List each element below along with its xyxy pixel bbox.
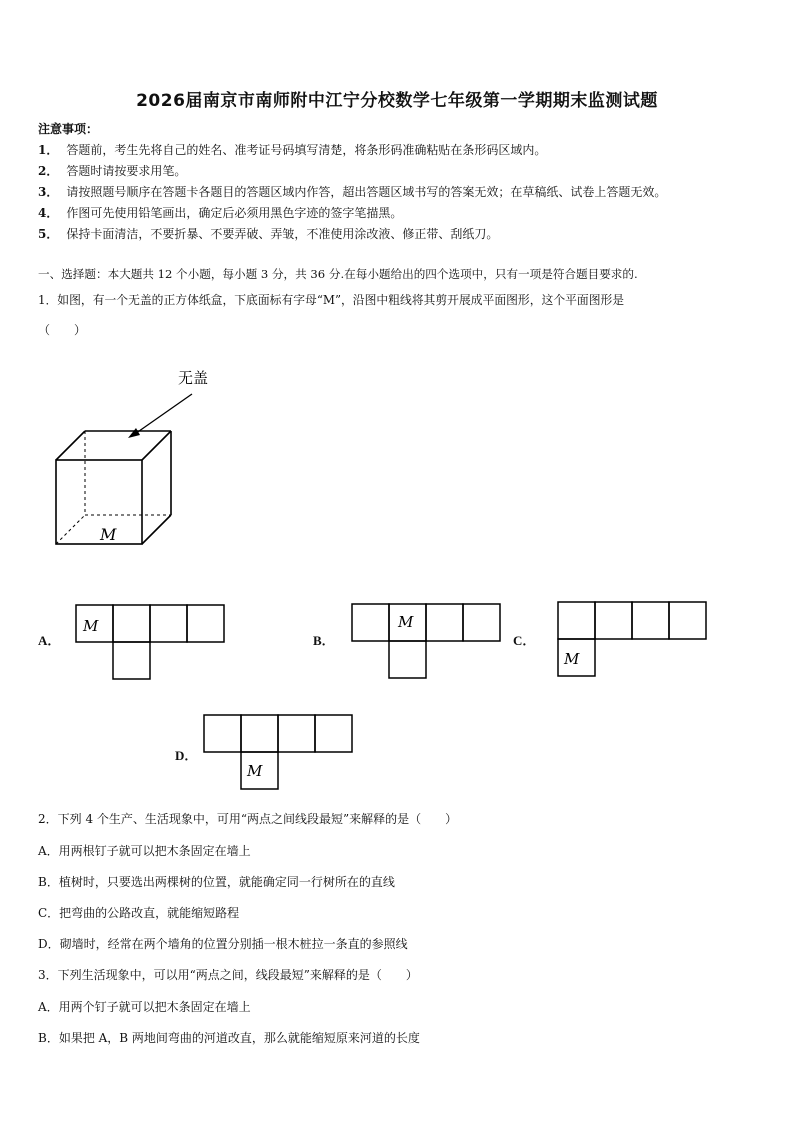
cube-m-letter: M <box>100 525 117 544</box>
notes-num: 5． <box>38 227 59 241</box>
option-c-label: C． <box>513 633 536 648</box>
option-d-label: D． <box>175 748 198 763</box>
option-c-net <box>558 602 706 676</box>
option-a-net <box>76 605 224 679</box>
notes-item-2 <box>38 163 186 179</box>
option-b-label: B． <box>313 633 335 648</box>
option-b-m: M <box>398 613 414 631</box>
option-a-label: A． <box>38 633 61 648</box>
q1-paren: （ ） <box>38 323 87 337</box>
notes-num: 4． <box>38 206 59 220</box>
notes-num: 3． <box>38 185 59 199</box>
q2-option-d: D．砌墙时，经常在两个墙角的位置分别插一根木桩拉一条直的参照线 <box>38 937 408 951</box>
q3-option-b: B．如果把 A，B 两地间弯曲的河道改直，那么就能缩短原来河道的长度 <box>38 1031 420 1045</box>
notes-item-1 <box>38 142 546 158</box>
notes-num: 2． <box>38 164 59 178</box>
notes-num: 1． <box>38 143 59 157</box>
q2-option-b: B．植树时，只要选出两棵树的位置，就能确定同一行树所在的直线 <box>38 875 395 889</box>
cube-label: 无盖 <box>178 369 209 387</box>
q1-stem: 1．如图，有一个无盖的正方体纸盒，下底面标有字母“M”，沿图中粗线将其剪开展成平面图形，这个平面图形是 <box>38 293 625 307</box>
option-b-net <box>352 604 500 678</box>
notes-heading: 注意事项： <box>38 122 99 136</box>
section-heading: 一、选择题：本大题共 12 个小题，每小题 3 分，共 36 分.在每小题给出的四个选项中，只有一项是符合题目要求的. <box>38 267 638 281</box>
arrow-line <box>132 394 192 436</box>
q2-stem: 2．下列 4 个生产、生活现象中，可用“两点之间线段最短”来解释的是（ ） <box>38 812 458 826</box>
option-c-m: M <box>564 650 580 668</box>
notes-text: 作图可先使用铅笔画出，确定后必须用黑色字迹的签字笔描黑。 <box>66 206 403 220</box>
q2-option-c: C．把弯曲的公路改直，就能缩短路程 <box>38 906 240 920</box>
notes-text: 保持卡面清洁，不要折暴、不要弄破、弄皱，不准使用涂改液、修正带、刮纸刀。 <box>66 227 499 241</box>
option-d-net <box>204 715 352 789</box>
option-a-m: M <box>83 617 99 635</box>
notes-item-3 <box>38 184 666 200</box>
option-d-m: M <box>247 762 263 780</box>
notes-text: 请按照题号顺序在答题卡各题目的答题区域内作答，超出答题区域书写的答案无效；在草稿纸、试卷上答题无效。 <box>66 185 667 199</box>
q2-option-a: A．用两根钉子就可以把木条固定在墙上 <box>38 844 251 858</box>
arrow-head <box>128 428 140 438</box>
open-cube <box>56 431 171 544</box>
notes-text: 答题时请按要求用笔。 <box>66 164 187 178</box>
page-title: 2026届南京市南师附中江宁分校数学七年级第一学期期末监测试题 <box>136 91 658 111</box>
notes-item-4 <box>38 205 402 221</box>
q3-option-a: A．用两个钉子就可以把木条固定在墙上 <box>38 1000 251 1014</box>
notes-text: 答题前，考生先将自己的姓名、准考证号码填写清楚，将条形码准确粘贴在条形码区域内。 <box>66 143 547 157</box>
q3-stem: 3．下列生活现象中，可以用“两点之间，线段最短”来解释的是（ ） <box>38 968 418 982</box>
notes-item-5 <box>38 226 498 242</box>
